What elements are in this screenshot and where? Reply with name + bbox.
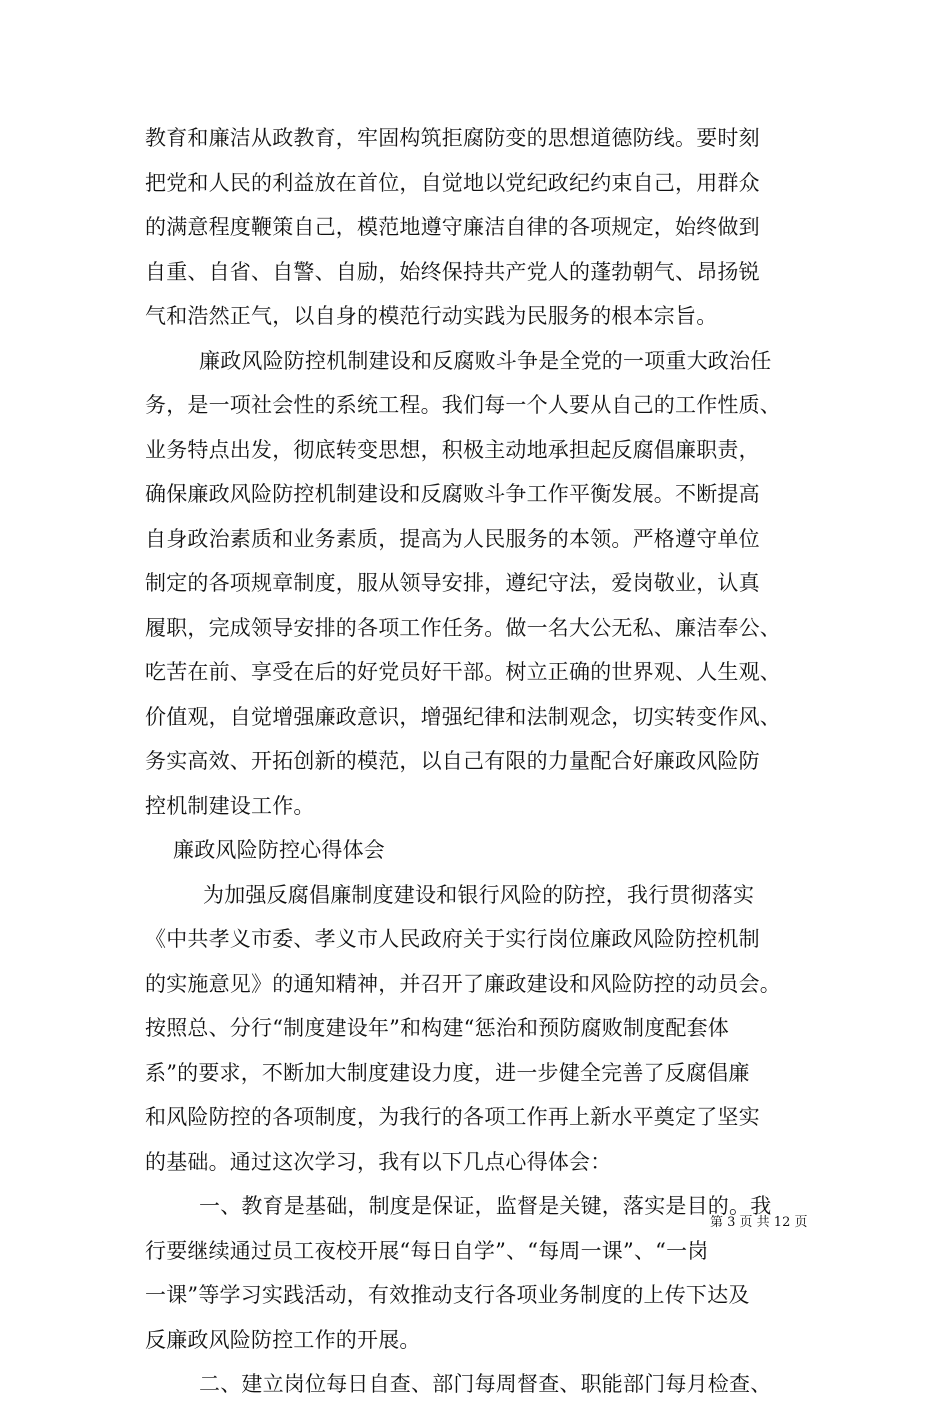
text-line: 价值观，自觉增强廉政意识，增强纪律和法制观念，切实转变作风、 (145, 704, 781, 729)
text-line: 教育和廉洁从政教育，牢固构筑拒腐防变的思想道德防线。要时刻 (145, 126, 760, 150)
text-line: 履职，完成领导安排的各项工作任务。做一名大公无私、廉洁奉公、 (145, 615, 781, 640)
text-line: 把党和人民的利益放在首位，自觉地以党纪政纪约束自己，用群众 (145, 170, 760, 195)
text-line: 制定的各项规章制度，服从领导安排，遵纪守法，爱岗敬业，认真 (145, 571, 760, 595)
text-line: 业务特点出发，彻底转变思想，积极主动地承担起反腐倡廉职责， (145, 437, 760, 462)
text-line: 按照总、分行“制度建设年”和构建“惩治和预防腐败制度配套体 (145, 1016, 730, 1040)
text-line: 《中共孝义市委、孝义市人民政府关于实行岗位廉政风险防控机制 (145, 927, 760, 951)
paragraph-start-line: 为加强反腐倡廉制度建设和银行风险的防控，我行贯彻落实 (203, 882, 755, 907)
paragraph-start-line: 二、建立岗位每日自查、部门每周督查、职能部门每月检查、 (199, 1372, 772, 1396)
text-line: 和风险防控的各项制度，为我行的各项工作再上新水平奠定了坚实 (145, 1105, 760, 1129)
text-line: 气和浩然正气，以自身的模范行动实践为民服务的根本宗旨。 (145, 304, 718, 328)
text-line: 务实高效、开拓创新的模范，以自己有限的力量配合好廉政风险防 (145, 749, 760, 773)
text-line: 一课”等学习实践活动，有效推动支行各项业务制度的上传下达及 (145, 1283, 750, 1307)
section-title: 廉政风险防控心得体会 (173, 838, 385, 862)
text-line: 自身政治素质和业务素质，提高为人民服务的本领。严格遵守单位 (145, 526, 760, 551)
paragraph-start-line: 廉政风险防控机制建设和反腐败斗争是全党的一项重大政治任 (199, 348, 772, 373)
text-line: 行要继续通过员工夜校开展“每日自学”、“每周一课”、“一岗 (145, 1238, 709, 1263)
text-line: 确保廉政风险防控机制建设和反腐败斗争工作平衡发展。不断提高 (145, 482, 760, 506)
page-number: 第 3 页 共 12 页 (710, 1215, 808, 1230)
text-line: 的实施意见》的通知精神，并召开了廉政建设和风险防控的动员会。 (145, 971, 781, 996)
text-line: 控机制建设工作。 (145, 793, 315, 818)
text-line: 反廉政风险防控工作的开展。 (145, 1327, 421, 1352)
text-line: 自重、自省、自警、自励，始终保持共产党人的蓬勃朝气、昂扬锐 (145, 259, 760, 284)
text-line: 系”的要求，不断加大制度建设力度，进一步健全完善了反腐倡廉 (145, 1060, 750, 1085)
text-line: 的满意程度鞭策自己，模范地遵守廉洁自律的各项规定，始终做到 (145, 215, 760, 239)
paragraph-start-line: 一、教育是基础，制度是保证，监督是关键，落实是目的。我 (199, 1194, 772, 1218)
text-line: 务，是一项社会性的系统工程。我们每一个人要从自己的工作性质、 (145, 393, 781, 417)
text-line: 的基础。通过这次学习，我有以下几点心得体会： (145, 1149, 612, 1174)
text-line: 吃苦在前、享受在后的好党员好干部。树立正确的世界观、人生观、 (145, 660, 781, 684)
